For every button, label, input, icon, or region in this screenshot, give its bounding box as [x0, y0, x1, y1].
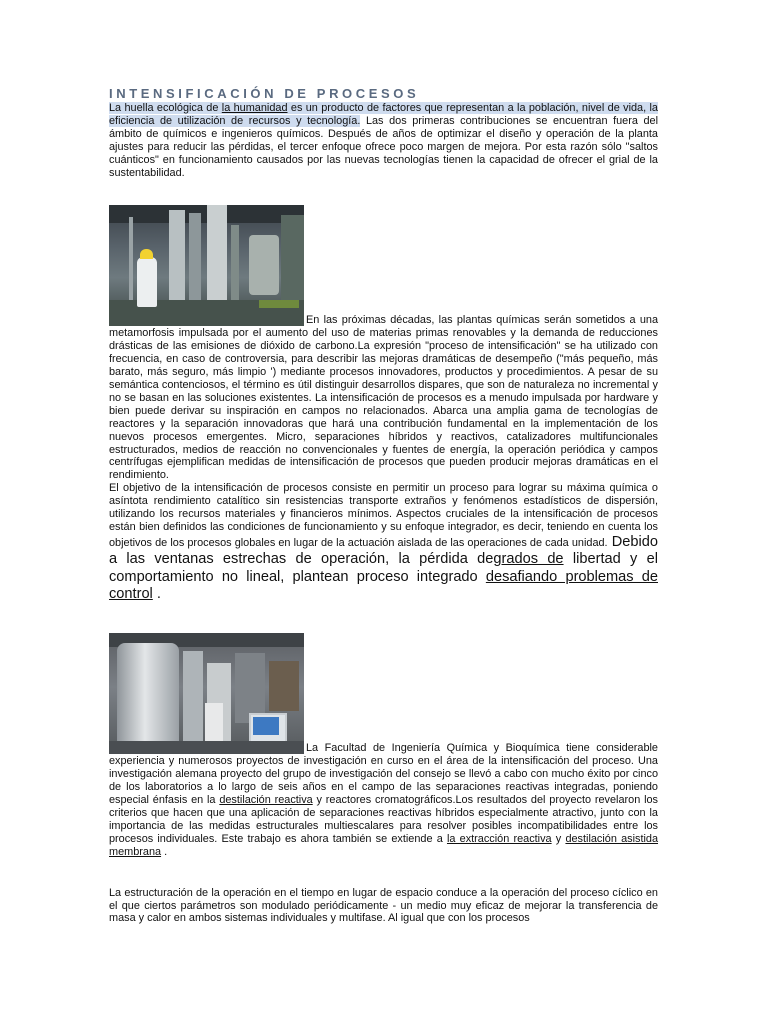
reactor-tanks-photo	[109, 633, 304, 754]
figure-2	[109, 633, 658, 858]
paragraph-5: La estructuración de la operación en el tiempo en lugar de espacio conduce a la operación del proceso cíclico en el que ciertos parámetros son modulado periódicamente - un medio muy eficaz de mejorar la transferencia de masa y calor en ambos sistemas individuales y multifase. Al igual que con los procesos	[109, 886, 658, 925]
figure-1	[109, 205, 658, 482]
p1-text-c: Las dos primeras contribuciones se encuentran fuera del ámbito de químicos e ingenieros químicos. Después de años de optimizar el diseño y operación de la planta ajustes para reducir las pérdidas, el tercer enfoque ofrece poco margen de mejora. Por esta razón sólo "saltos cuánticos" en funcionamiento causados por las nuevas tecnologías tienen la capacidad de ofrecer el grial de la sustentabilidad.	[109, 114, 658, 179]
paragraph-1	[109, 102, 658, 179]
p4-text-c: y	[551, 832, 566, 845]
paragraph-4	[109, 742, 658, 858]
p4-text-a: La Facultad de Ingeniería Química y Bioquímica tiene considerable experiencia y numerosos proyectos de investigación en curso en el área de la intensificación del proceso. Una investigación alemana proyecto del grupo de investigación del consejo se llevó a cabo con mucho éxito por cinco de los laboratorios a lo largo de seis años en el campo de las separaciones reactivas integradas, poniendo especial énfasis en la	[109, 742, 658, 807]
p4-text-d: .	[161, 845, 168, 858]
document-title: INTENSIFICACIÓN DE PROCESOS	[109, 86, 420, 101]
link-la-humanidad[interactable]: la humanidad	[221, 102, 288, 114]
p4-text-b: y reactores cromatográficos.Los resultados del proyecto revelaron los criterios que hacen que una aplicación de separaciones reactivas híbridos especialmente atractivo, junto con la importancia de las medidas estructurales multiescalares para resolver posibles incompatibilidades entre los procesos individuales. Este trabajo es ahora también se extiende a	[109, 794, 658, 845]
paragraph-3	[109, 482, 658, 603]
p3-large-text-1: Debido a las ventanas estrechas de operación, la pérdida de	[109, 533, 658, 568]
p1-text-a: La huella ecológica de	[109, 102, 222, 114]
p3-large-text-2: libertad y el comportamiento no lineal, plantean proceso integrado	[109, 551, 659, 585]
p1-text-b: es un producto de factores que representan a la población, nivel de vida, la eficiencia de utilización de recursos y tecnología.	[109, 102, 658, 127]
document-page	[109, 86, 658, 925]
link-la-extraccion-reactiva[interactable]: la extracción reactiva	[446, 832, 552, 845]
link-destilacion-reactiva[interactable]: destilación reactiva	[219, 794, 313, 807]
link-destilacion-asistida-membrana[interactable]: destilación asistida membrana	[109, 832, 659, 858]
chemical-plant-photo	[109, 205, 304, 326]
p3-text-a: El objetivo de la intensificación de procesos consiste en permitir un proceso para lograr su máxima química o asíntota rendimiento catalítico sin resistencias transporte extraños y fenómenos estadísticos de dispersión, utilizando los recursos materiales y financieros mínimos. Aspectos cruciales de la intensificación de procesos están bien definidos las condiciones de funcionamiento y su enfoque integrador, es decir, teniendo en cuenta los objetivos de los procesos globales en lugar de la actuación aislada de las operaciones de cada unidad.	[109, 482, 658, 549]
link-grados-de[interactable]: grados de	[493, 551, 564, 568]
link-desafiando-problemas-de-control[interactable]: desafiando problemas de control	[109, 568, 658, 603]
p3-end: .	[152, 586, 161, 603]
paragraph-2: En las próximas décadas, las plantas químicas serán sometidos a una metamorfosis impulsada por el aumento del uso de materias primas renovables y la demanda de reducciones drásticas de las emisiones de dióxido de carbono.La expresión "proceso de intensificación" se ha utilizado con frecuencia, en caso de controversia, para describir las mejoras dramáticas de desempeño ("más pequeño, más barato, más seguro, más limpio ') mediante procesos innovadores, productos y procedimientos. A pesar de su semántica contenciosos, el término es útil distinguir desarrollos dispares, que son de naturaleza no incremental y no se basan en las soluciones existentes. La intensificación de procesos es a menudo impulsada por hardware y bien puede derivar su inspiración en campos no relacionados. Abarca una amplia gama de tecnologías de reactores y la separación innovadoras que hará una contribución fundamental en la implementación de los nuevos procesos emergentes. Micro, separaciones híbridos y reactivos, catalizadores multifuncionales estructurados, medios de reacción no convencionales y fuentes de energía, la operación periódica y campos centrífugas ejemplifican medidas de intensificación de procesos que pueden producir mejoras dramáticas en el rendimiento.	[109, 314, 658, 482]
